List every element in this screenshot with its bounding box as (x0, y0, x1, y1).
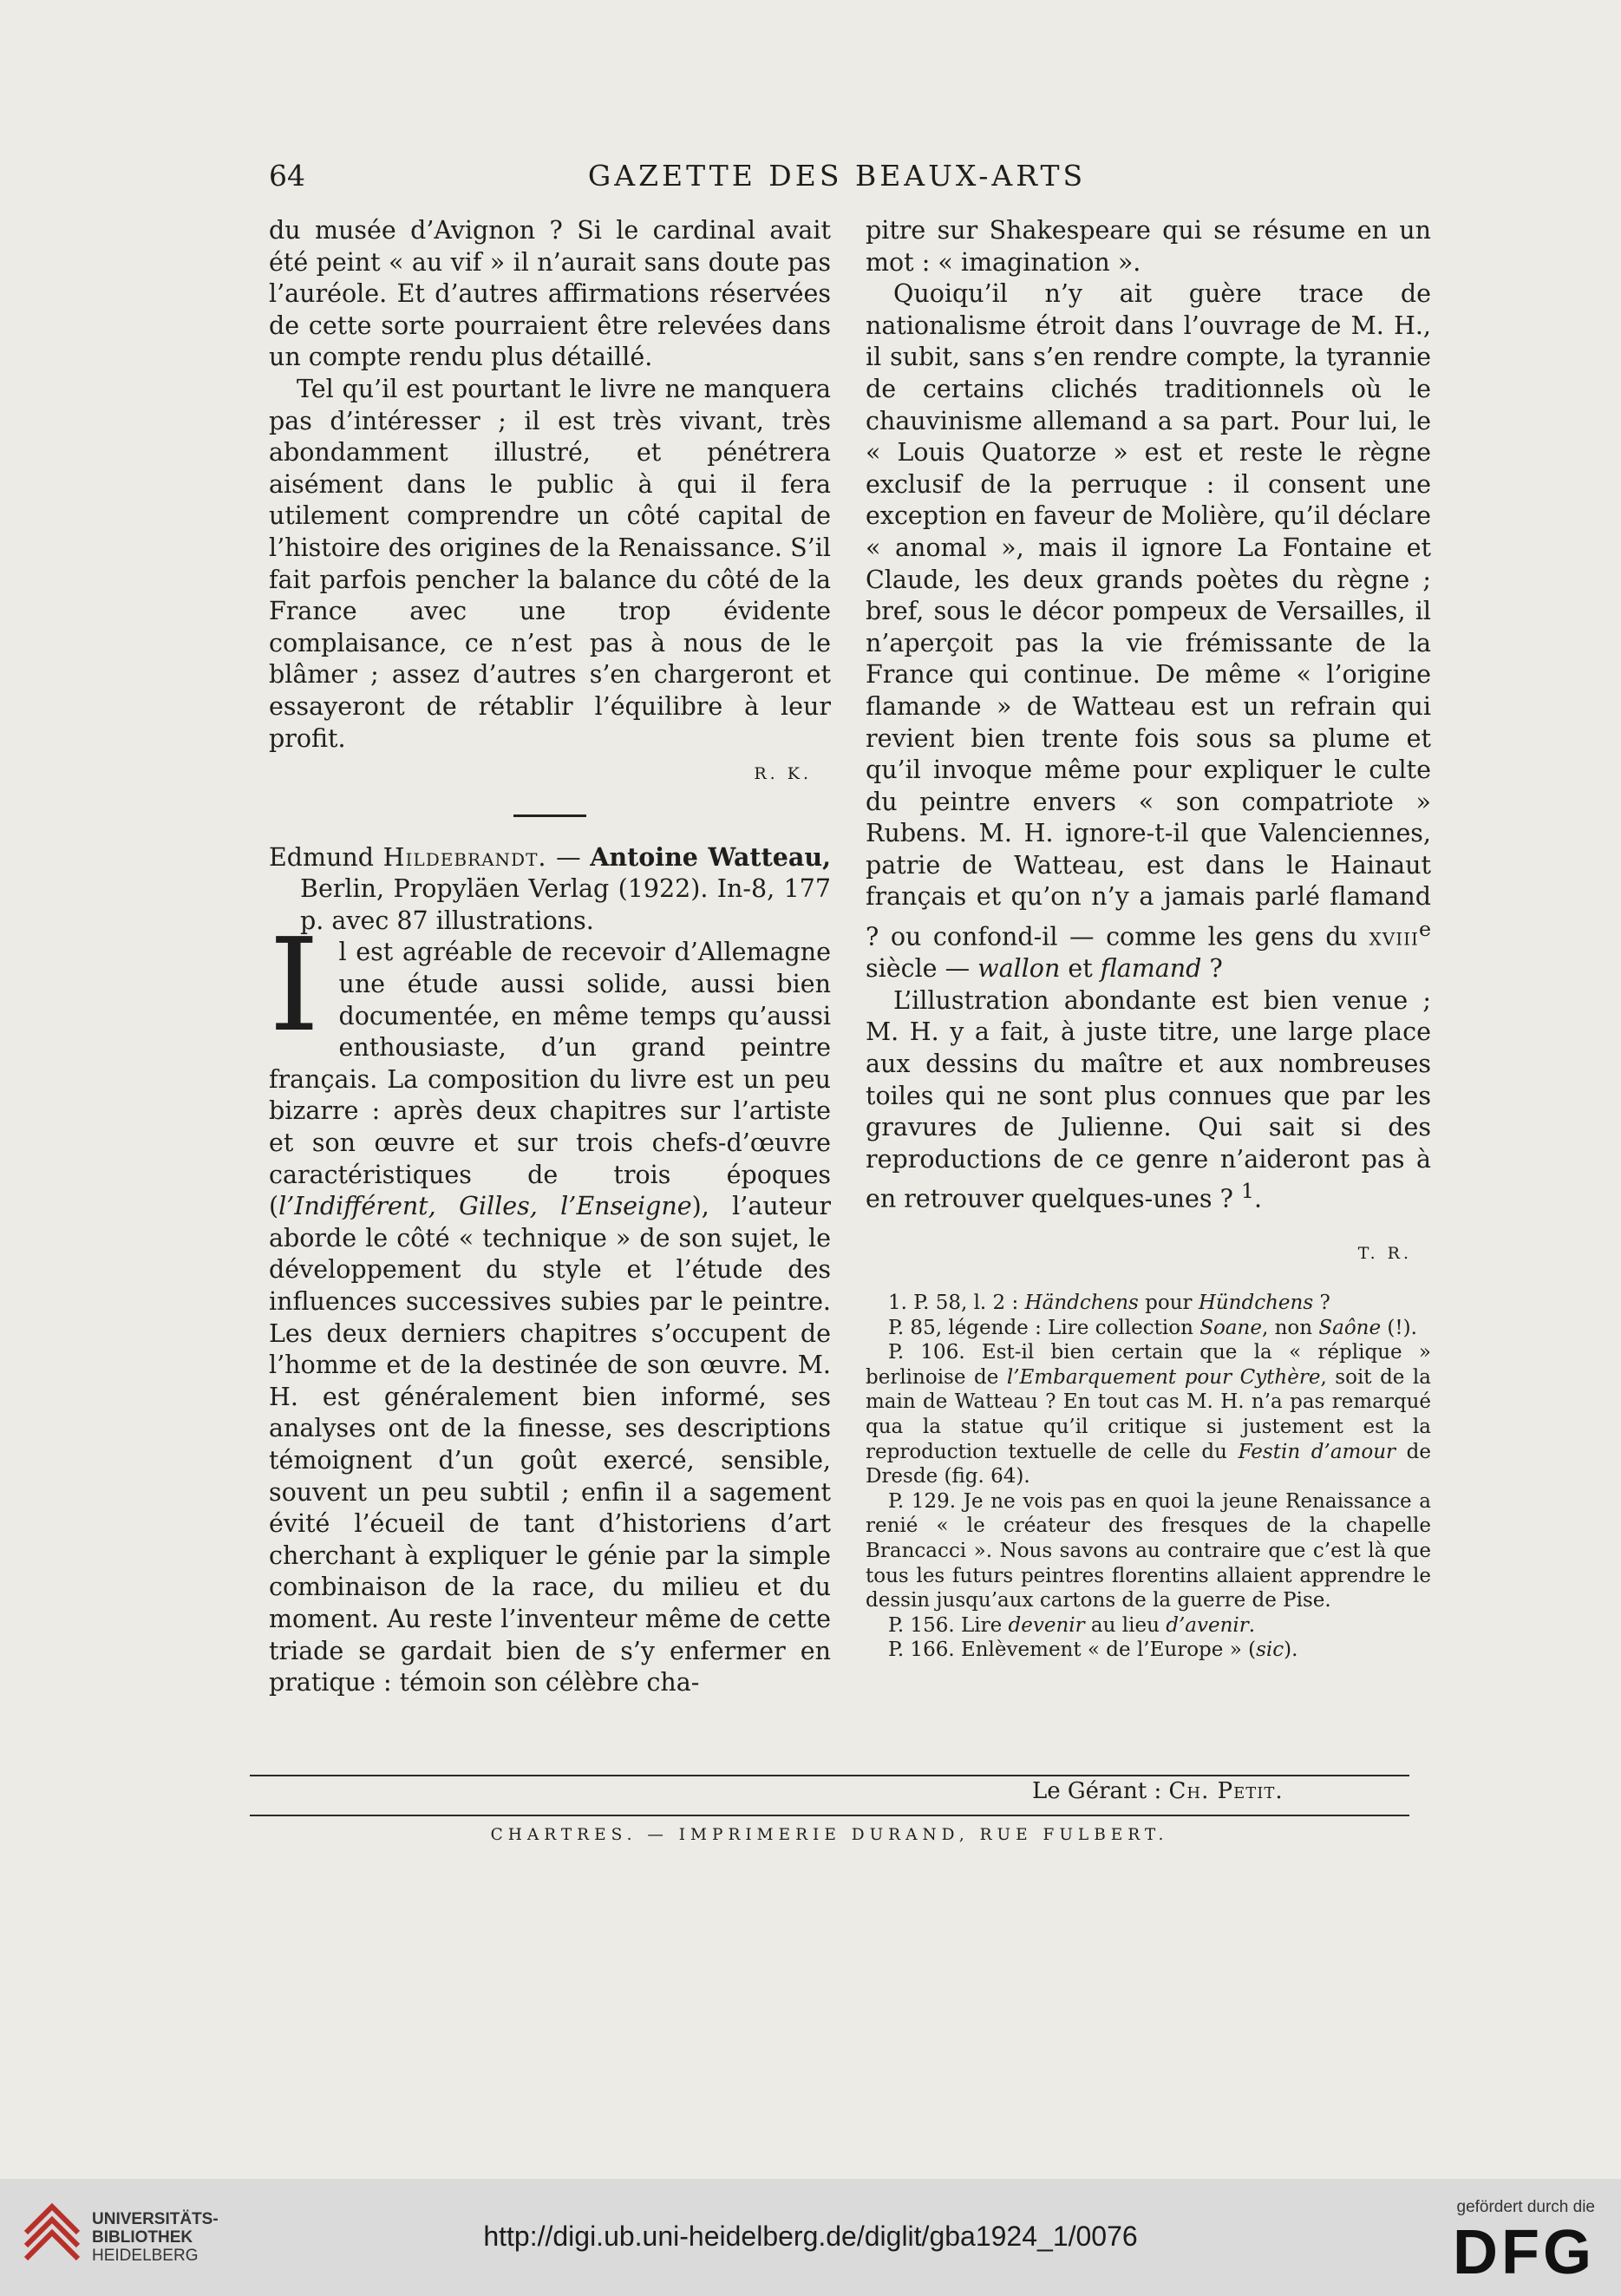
footnote-5 (866, 1613, 1431, 1639)
right-column (866, 215, 1431, 1663)
ref-dash: — (546, 842, 591, 872)
text-run: P. 166. Enlèvement « de l’Europe » ( (888, 1639, 1257, 1662)
century-suffix: e (1418, 917, 1431, 942)
page-number: 64 (269, 159, 305, 193)
text-run: siècle — (866, 954, 978, 984)
book-reference (269, 841, 831, 938)
text-run: de Dresde (fig. 64). (866, 1440, 1431, 1488)
review1-initials: R. K. (754, 764, 812, 784)
text-run: . (1248, 1613, 1256, 1637)
italic-word: Soane (1199, 1316, 1262, 1339)
gerant-name: Ch. Petit. (1168, 1778, 1284, 1804)
italic-word: Hündchens (1198, 1292, 1314, 1314)
text-run: ). (1284, 1639, 1298, 1662)
century-numeral: xviii (1369, 922, 1419, 952)
gerant-label: Le Gérant : (1032, 1778, 1169, 1804)
text-run: ? (1313, 1292, 1330, 1314)
text-run: et (1060, 954, 1101, 984)
text-run: Quoiqu’il n’y ait guère trace de nationalisme étroit dans l’ouvrage de M. H., il subit, sans s’en rendre compte, la tyrannie de certains clichés traditionnels où le chauvinisme allemand a sa part. Pour lui, le « Louis Quatorze » est et reste le règne exclusif de la perruque : il consent une exception en faveur de Molière, qu’il déclare « anomal », mais il ignore La Fontaine et Claude, les deux grands poètes du règne ; bref, sous le décor pompeux de Versailles, il n’aperçoit pas la vie frémissante de la France qui continue. De même « l’origine flamande » de Watteau est un refrain qui revient bien trente fois sous sa plume et qu’il invoque même pour expliquer le culte du peintre envers « son compatriote » Rubens. M. H. ignore-t-il que Valenciennes, patrie de Watteau, est dans le Hainaut français et qu’on n’y a jamais parlé flamand ? ou confond-il — comme les gens du (866, 279, 1431, 952)
footnote-2 (866, 1316, 1431, 1341)
author-last-name: Hildebrandt. (382, 842, 547, 872)
review2-initials: T. R. (1357, 1244, 1412, 1264)
italic-word: Saône (1318, 1316, 1382, 1339)
italic-word: devenir (1008, 1613, 1085, 1637)
review2-text-rest: ), l’auteur aborde le côté « technique » de son sujet, le développement du style et l’étude des influences successives subies par le peintre. Les deux derniers chapitres s’occupent de l’homme et de la destinée de son œuvre. M. H. est généralement bien informé, ses analyses ont de la finesse, ses descriptions témoignent d’un goût exercé, sensible, souvent un peu subtil ; enfin il a sagement évité l’écueil de tant d’historiens d’art cherchant à expliquer le génie par la simple combinaison de la race, du milieu et du moment. Au reste l’inventeur même de cette triade se gardait bien de s’y enfermer en pratique : témoin son célèbre cha- (269, 1192, 832, 1697)
italic-word: wallon (977, 954, 1061, 984)
italic-word: Händchens (1024, 1292, 1139, 1314)
library-name-line: UNIVERSITÄTS- (92, 2210, 219, 2228)
funded-by-label: gefördert durch die (1456, 2198, 1595, 2216)
text-run: (!). (1381, 1316, 1417, 1339)
footnote-marker: 1 (1240, 1179, 1255, 1204)
running-title: GAZETTE DES BEAUX-ARTS (587, 159, 1087, 193)
text-run: P. 106. Est-il bien certain que la « réplique » berlinoise de (866, 1341, 1431, 1389)
text-run: 1. P. 58, l. 2 : (888, 1292, 1025, 1314)
review2-paragraph (269, 911, 832, 1698)
text-run: ? (1201, 954, 1223, 984)
review2-illustration-paragraph (866, 985, 1431, 1216)
viewer-footer (0, 2179, 1621, 2296)
text-run: , soit de la main de Watteau ? En tout cas M. H. n’a pas remarqué qua la statue qu’il critique si justement est la reproduction textuelle de celle du (866, 1365, 1431, 1463)
bottom-rule-bottom (250, 1815, 1409, 1816)
author-first-name: Edmund (269, 842, 375, 872)
library-name-line: BIBLIOTHEK (92, 2228, 193, 2247)
italic-word: flamand (1100, 954, 1202, 984)
permalink-url[interactable]: http://digi.ub.uni-heidelberg.de/diglit/gba1924_1/0076 (483, 2221, 1138, 2252)
text-run: P. 85, légende : Lire collection (888, 1316, 1200, 1339)
footnote-1 (866, 1291, 1431, 1316)
gerant-line (1032, 1778, 1284, 1804)
drop-cap: I (269, 911, 320, 1061)
imprint-line: CHARTRES. — IMPRIMERIE DURAND, RUE FULBERT. (490, 1826, 1169, 1844)
text-run: au lieu (1084, 1613, 1167, 1637)
dfg-logo[interactable]: DFG (1453, 2218, 1595, 2287)
footnote-6 (866, 1638, 1431, 1663)
bottom-rule-top (250, 1775, 1409, 1776)
library-name-line: HEIDELBERG (92, 2247, 199, 2265)
italic-word: d’avenir (1166, 1613, 1249, 1637)
review1-paragraph-1: du musée d’Avignon ? Si le cardinal avait été peint « au vif » il n’aurait sans doute pas l’auréole. Et d’autres affirmations réservées de cette sorte pourraient être relevées dans un compte rendu plus détaillé. (269, 216, 831, 372)
text-run: P. 156. Lire (888, 1613, 1009, 1637)
text-run: , non (1261, 1316, 1319, 1339)
review2-works-italic: l’Indifférent, Gilles, l’Enseigne (278, 1192, 692, 1221)
footnote-3 (866, 1340, 1431, 1489)
book-details: Berlin, Propyläen Verlag (1922). In-8, 177 p. avec 87 illustrations. (300, 874, 831, 935)
text-run: pour (1138, 1292, 1199, 1314)
review1-paragraph-2: Tel qu’il est pourtant le livre ne manquera pas d’intéresser ; il est très vivant, très abondamment illustré, et pénétrera aisément dans le public à qui il fera utilement comprendre un côté capital de l’histoire des origines de la Renaissance. S’il fait parfois pencher la balance du côté de la France avec une trop évidente complaisance, ce n’est pas à nous de le blâmer ; assez d’autres s’en chargeront et essayeront de rétablir l’équilibre à leur profit. (269, 374, 831, 753)
section-divider (513, 814, 586, 817)
review2-continuation: pitre sur Shakespeare qui se résume en un mot : « imagination ». (866, 216, 1431, 277)
review2-nationalism-paragraph (866, 278, 1431, 985)
footnotes (866, 1291, 1431, 1663)
italic-word: Festin d’amour (1238, 1440, 1395, 1463)
text-run: L’illustration abondante est bien venue ; M. H. y a fait, à juste titre, une large place aux dessins du maître et aux nombreuses toiles qui ne sont plus connues que par les gravures de Julienne. Qui sait si des reproductions de ce genre n’aideront pas à en retrouver quelques-unes ? (866, 985, 1431, 1213)
left-column (269, 215, 831, 1699)
review2-text-start: l est agréable de recevoir d’Allemagne une étude aussi solide, aussi bien documentée, en même temps qu’aussi enthousiaste, d’un grand peintre français. La composition du livre est un peu bizarre : après deux chapitres sur l’artiste et son œuvre et sur trois chefs-d’œuvre caractéristiques de trois époques ( (269, 938, 831, 1221)
italic-word: l’Embarquement pour Cythère (1006, 1365, 1321, 1389)
footnote-4: P. 129. Je ne vois pas en quoi la jeune Renaissance a renié « le créateur des fresques de la chapelle Brancacci ». Nous savons au contraire que c’est là que tous les futurs peintres florentins allaient apprendre le dessin jusqu’aux cartons de la guerre de Pise. (866, 1489, 1431, 1612)
text-run: . (1254, 1184, 1263, 1213)
book-title: Antoine Watteau, (590, 841, 831, 872)
italic-word: sic (1256, 1639, 1284, 1662)
page-header (260, 159, 1414, 202)
